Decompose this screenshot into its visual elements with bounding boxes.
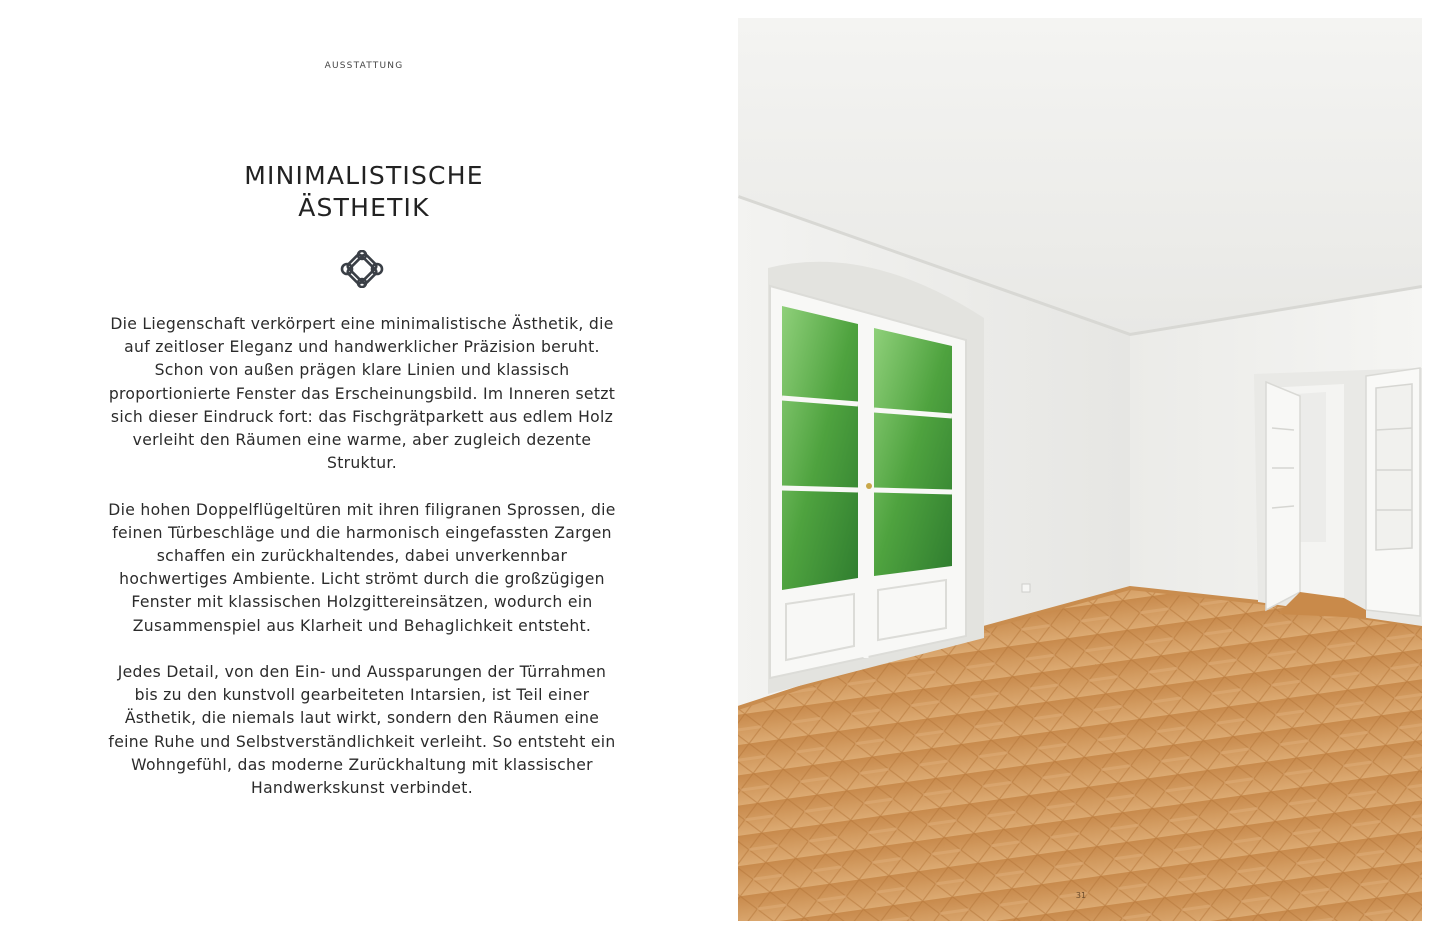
room-illustration	[738, 18, 1422, 921]
page-title-line-2: ÄSTHETIK	[298, 193, 430, 222]
body-text	[104, 313, 620, 823]
page-title-line-1: MINIMALISTISCHE	[244, 161, 484, 190]
page-title	[0, 160, 728, 224]
section-label: AUSSTATTUNG	[324, 61, 404, 71]
paragraph-1: Die Liegenschaft verkörpert eine minimalistische Ästhetik, die auf zeitloser Eleganz und handwerklicher Präzision beruht. Schon von außen prägen klare Linien und klassisch proportionierte Fenster das Erscheinungsbild. Im Inneren setzt sich dieser Eindruck fort: das Fischgrätparkett aus edlem Holz verleiht den Räumen eine warme, aber zugleich dezente Struktur.	[108, 315, 616, 473]
endless-knot-icon	[339, 250, 385, 288]
paragraph-3: Jedes Detail, von den Ein- und Aussparungen der Türrahmen bis zu den kunstvoll gearbeiteten Intarsien, ist Teil einer Ästhetik, die niemals laut wirkt, sondern den Räumen eine feine Ruhe und Selbstverständlichkeit verleiht. So entsteht ein Wohngefühl, das moderne Zurückhaltung mit klassischer Handwerkskunst verbindet.	[108, 663, 616, 798]
room-photo	[738, 18, 1422, 921]
page-number: 31	[1075, 891, 1087, 900]
paragraph-2: Die hohen Doppelflügeltüren mit ihren filigranen Sprossen, die feinen Türbeschläge und die harmonisch eingefassten Zargen schaffen ein zurückhaltendes, dabei unverkennbar hochwertiges Ambiente. Licht strömt durch die großzügigen Fenster mit klassischen Holzgittereinsätzen, wodurch ein Zusammenspiel aus Klarheit und Behaglichkeit entsteht.	[108, 500, 616, 635]
